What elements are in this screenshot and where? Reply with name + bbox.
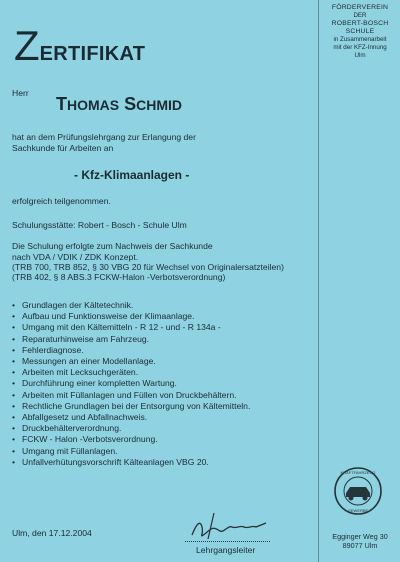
list-item: • Durchführung einer kompletten Wartung. <box>12 378 250 389</box>
list-item: • Grundlagen der Kältetechnik. <box>12 300 250 311</box>
name-initial: T <box>56 94 67 114</box>
sidebar <box>318 0 400 562</box>
org-line: Ulm <box>354 52 366 59</box>
address-line: Egginger Weg 30 <box>332 532 388 541</box>
org-line: DER <box>353 12 367 19</box>
list-item: • Messungen an einer Modellanlage. <box>12 356 250 367</box>
list-item: • FCKW - Halon -Verbotsverordnung. <box>12 434 250 445</box>
place-date: Ulm, den 17.12.2004 <box>12 528 92 538</box>
result-text: erfolgreich teilgenommen. <box>12 196 111 206</box>
list-item: • Fehlerdiagnose. <box>12 345 250 356</box>
org-line: in Zusammenarbeit <box>333 36 387 43</box>
course-title: - Kfz-Klimaanlagen - <box>74 168 190 182</box>
svg-text:KRAFTFAHRZEUG: KRAFTFAHRZEUG <box>340 470 376 475</box>
signature-line <box>185 541 270 542</box>
list-item: • Rechtliche Grundlagen bei der Entsorgung von Kältemitteln. <box>12 401 250 412</box>
organization-header <box>319 4 400 60</box>
list-item: • Umgang mit Füllanlagen. <box>12 446 250 457</box>
purpose-line: (TRB 402, § 8 ABS.3 FCKW-Halon -Verbotsverordnung) <box>12 272 226 282</box>
recipient-name <box>56 94 182 115</box>
address <box>319 532 400 550</box>
intro-line: Sachkunde für Arbeiten an <box>12 143 114 153</box>
signer-label: Lehrgangsleiter <box>196 545 256 555</box>
list-item: • Arbeiten mit Lecksuchgeräten. <box>12 367 250 378</box>
guild-seal-icon <box>333 466 383 516</box>
intro-line: hat an dem Prüfungslehrgang zur Erlangung der <box>12 132 196 142</box>
list-item: • Umgang mit den Kältemitteln - R 12 - und - R 134a - <box>12 322 250 333</box>
title-first-letter: Z <box>14 22 40 69</box>
list-item: • Aufbau und Funktionsweise der Klimaanlage. <box>12 311 250 322</box>
list-item: • Unfallverhütungsvorschrift Kälteanlagen VBG 20. <box>12 457 250 468</box>
certificate-title <box>14 22 145 70</box>
org-line: SCHULE <box>345 28 375 35</box>
purpose-line: Die Schulung erfolgte zum Nachweis der Sachkunde <box>12 241 213 251</box>
name-initial: S <box>124 94 137 114</box>
list-item: • Reparaturhinweise am Fahrzeug. <box>12 334 250 345</box>
salutation: Herr <box>12 88 29 98</box>
svg-text:GEWERBE: GEWERBE <box>347 508 369 513</box>
list-item: • Abfallgesetz und Abfallnachweis. <box>12 412 250 423</box>
topics-list <box>12 300 250 468</box>
org-line: ROBERT-BOSCH <box>331 20 389 27</box>
org-line: mit der KFZ-Innung <box>333 44 387 51</box>
school-text: Schulungsstätte: Robert - Bosch - Schule Ulm <box>12 220 187 230</box>
purpose-line: nach VDA / VDIK / ZDK Konzept. <box>12 252 139 262</box>
list-item: • Druckbehälterverordnung. <box>12 423 250 434</box>
signature-icon <box>186 505 272 543</box>
name-part: CHMID <box>136 97 183 113</box>
name-part: HOMAS <box>67 97 120 113</box>
list-item: • Arbeiten mit Füllanlagen und Füllen von Druckbehältern. <box>12 390 250 401</box>
org-line: FÖRDERVEREIN <box>331 4 389 11</box>
title-rest: ERTIFIKAT <box>39 43 146 65</box>
purpose-line: (TRB 700, TRB 852, § 30 VBG 20 für Wechsel von Originalersatzteilen) <box>12 262 284 272</box>
address-line: 89077 Ulm <box>342 541 378 550</box>
